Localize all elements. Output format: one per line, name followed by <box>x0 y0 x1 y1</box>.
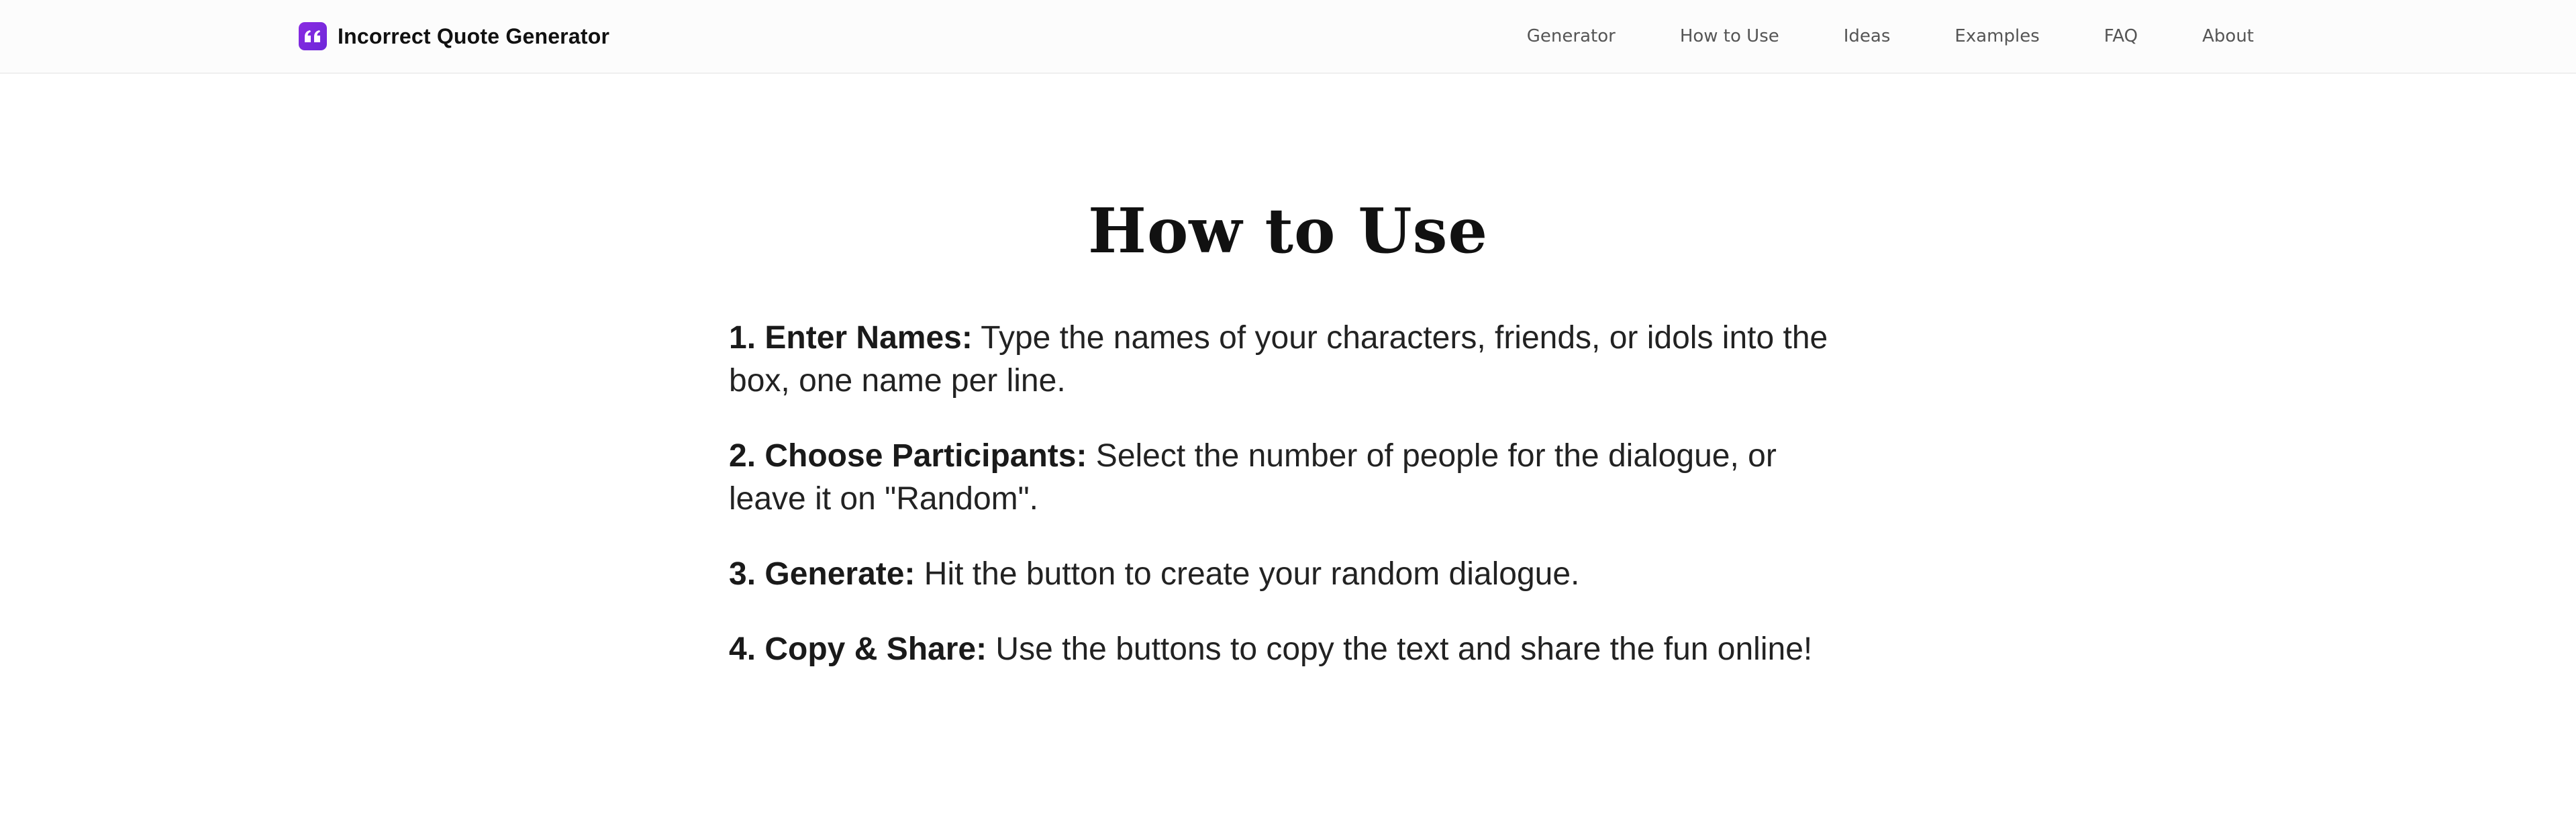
nav-about[interactable]: About <box>2202 26 2254 46</box>
quote-icon <box>299 22 327 50</box>
steps-list <box>729 317 1843 703</box>
step-label: 2. Choose Participants: <box>729 438 1087 474</box>
step-label: 4. Copy & Share: <box>729 631 987 667</box>
nav-ideas[interactable]: Ideas <box>1843 26 1891 46</box>
step-enter-names <box>729 317 1843 403</box>
step-label: 3. Generate: <box>729 556 915 592</box>
nav-faq[interactable]: FAQ <box>2103 26 2138 46</box>
step-text: Type the names of your characters, friends, or idols into the box, one name per line. <box>729 320 1828 399</box>
step-text: Use the buttons to copy the text and share the fun online! <box>987 631 1813 667</box>
step-copy-share <box>729 628 1843 671</box>
brand-name: Incorrect Quote Generator <box>338 23 610 48</box>
brand-link[interactable] <box>299 22 609 50</box>
step-choose-participants <box>729 435 1843 521</box>
nav-examples[interactable]: Examples <box>1954 26 2040 46</box>
step-text: Hit the button to create your random dialogue. <box>915 556 1580 592</box>
step-generate <box>729 553 1843 596</box>
nav-generator[interactable]: Generator <box>1526 26 1616 46</box>
step-label: 1. Enter Names: <box>729 320 973 356</box>
page-title: How to Use <box>1088 195 1488 267</box>
main-nav <box>1527 22 2254 50</box>
nav-how-to-use[interactable]: How to Use <box>1679 26 1779 46</box>
site-header <box>0 0 2576 74</box>
step-text: Select the number of people for the dialogue, or leave it on "Random". <box>729 438 1777 517</box>
